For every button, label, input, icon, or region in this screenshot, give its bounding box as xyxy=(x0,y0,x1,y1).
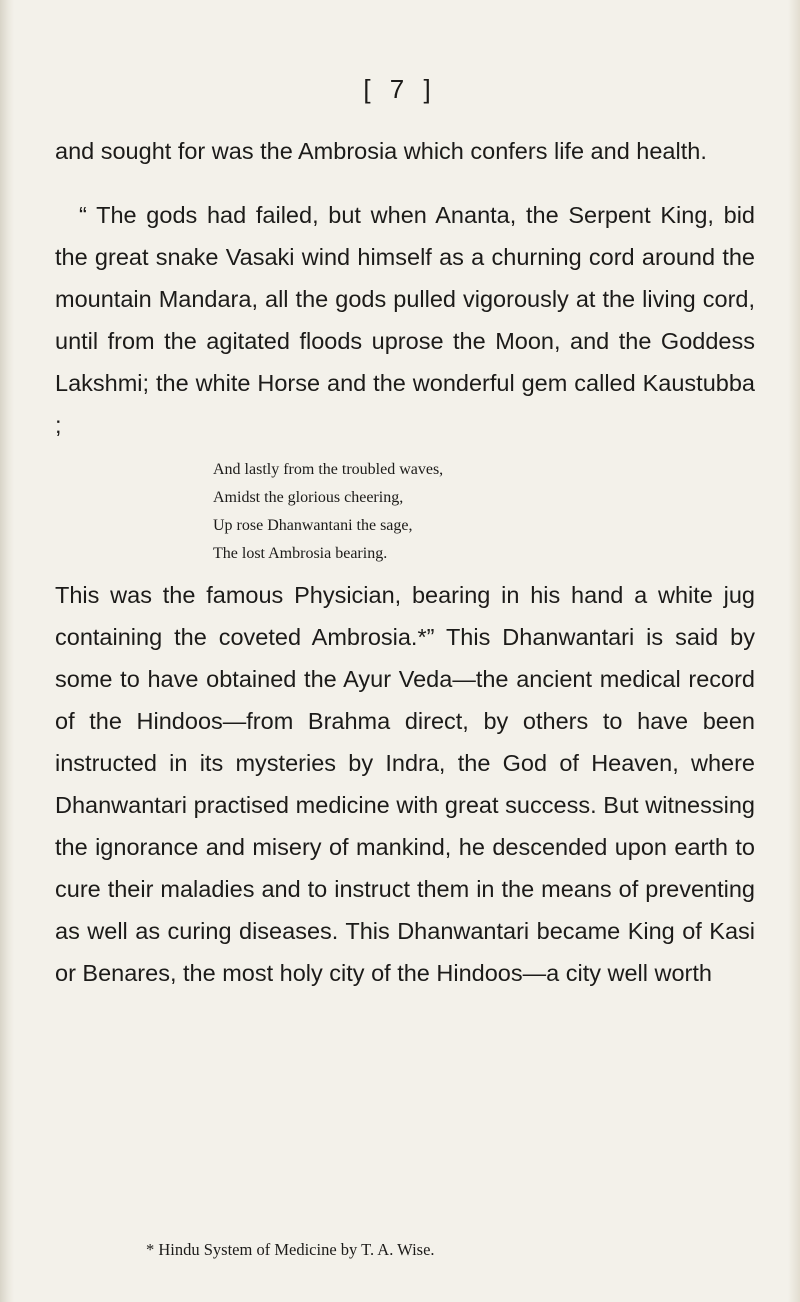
page-edge-left xyxy=(0,0,14,1302)
paragraph-opening: and sought for was the Ambrosia which confers life and health. xyxy=(55,138,707,164)
verse-line: And lastly from the troubled waves, xyxy=(213,461,444,478)
verse-line: Amidst the glorious cheering, xyxy=(213,489,404,506)
verse-line: Up rose Dhanwantani the sage, xyxy=(213,517,413,534)
page-number: [ 7 ] xyxy=(363,74,437,104)
page-edge-right xyxy=(788,0,800,1302)
paragraph-churning: “ The gods had failed, but when Ananta, the Serpent King, bid the great snake Vasaki wind himself as a churning cord around the mountain Mandara, all the gods pulled vigorously at the living cord, until from the agitated floods uprose the Moon, and the Goddess Lakshmi; the white Horse and the wonderful gem called Kaustubba ; xyxy=(55,202,755,438)
verse-line: The lost Ambrosia bearing. xyxy=(213,545,388,562)
verse-quote xyxy=(55,456,755,568)
footnote: * Hindu System of Medicine by T. A. Wise. xyxy=(146,1240,435,1259)
page-body xyxy=(55,130,755,994)
paragraph-physician: This was the famous Physician, bearing in his hand a white jug containing the coveted Ambrosia.*” This Dhanwantari is said by some to have obtained the Ayur Veda—the ancient medical record of the Hindoos—from Brahma direct, by others to have been instructed in its mysteries by Indra, the God of Heaven, where Dhanwantari practised medicine with great success. But witnessing the ignorance and misery of mankind, he descended upon earth to cure their maladies and to instruct them in the means of preventing as well as curing diseases. This Dhanwantari became King of Kasi or Benares, the most holy city of the Hindoos—a city well worth xyxy=(55,582,755,986)
